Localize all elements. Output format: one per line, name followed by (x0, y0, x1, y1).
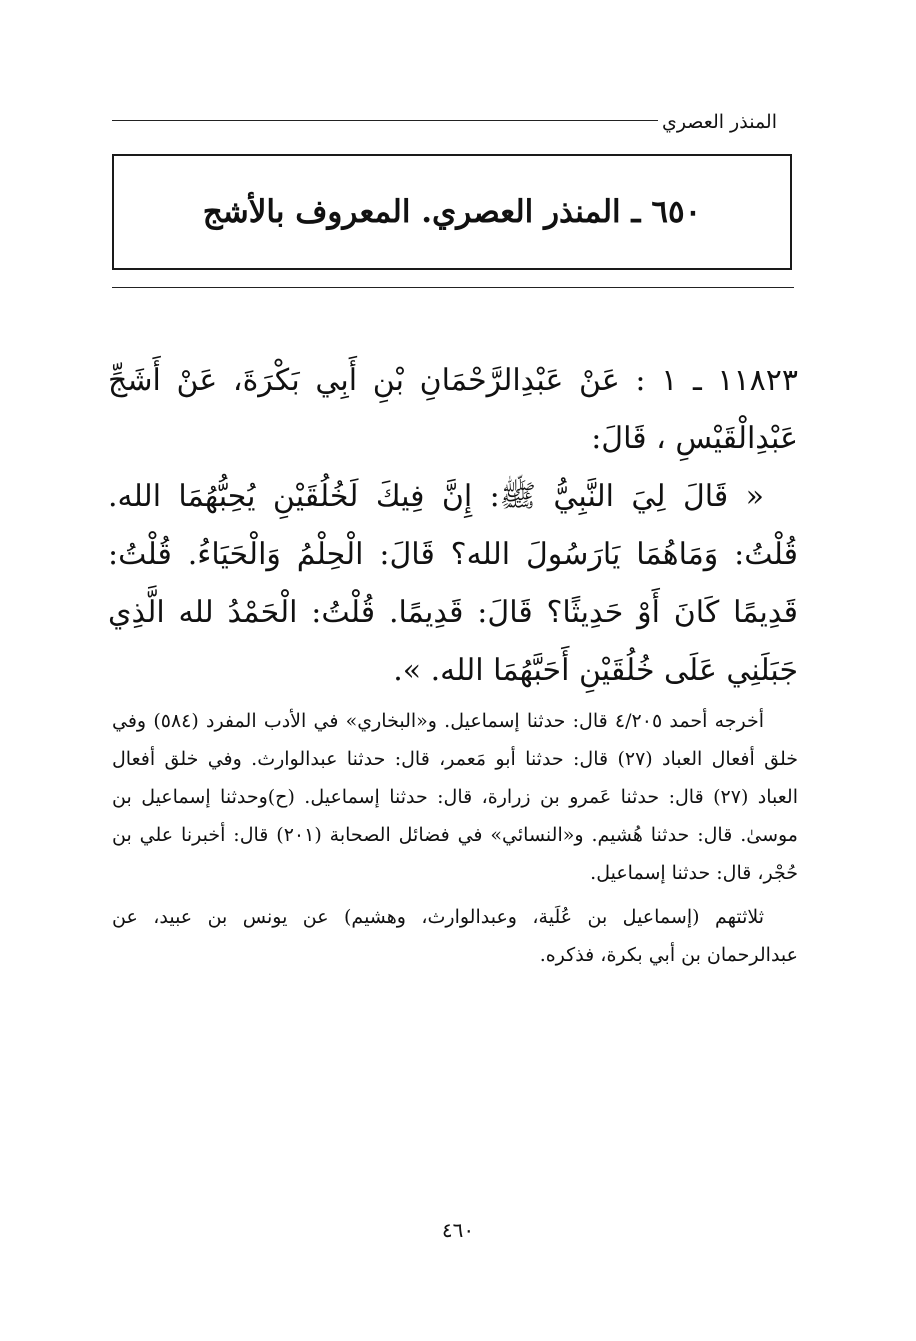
chapter-title-box (112, 154, 792, 270)
takhrij-paragraph: أخرجه أحمد ٤/٢٠٥ قال: حدثنا إسماعيل. و«البخاري» في الأدب المفرد (٥٨٤) وفي خلق أفعال العباد (٢٧) قال: حدثنا أبو مَعمر، قال: حدثنا عبدالوارث. وفي خلق أفعال العباد (٢٧) قال: حدثنا عَمرو بن زرارة، قال: حدثنا إسماعيل. (ح)وحدثنا إسماعيل بن موسىٰ. قال: حدثنا هُشيم. و«النسائي» في فضائل الصحابة (٢٠١) قال: أخبرنا علي بن حُجْر، قال: حدثنا إسماعيل. (112, 710, 799, 884)
running-header-title: المنذر العصري (658, 110, 777, 134)
chapter-title: ٦٥٠ ـ المنذر العصري. المعروف بالأشج (202, 194, 702, 230)
page-number: ٤٦٠ (441, 1218, 475, 1242)
takhrij-paragraph: ثلاثتهم (إسماعيل بن عُلَية، وعبدالوارث، وهشيم) عن يونس بن عبيد، عن عبدالرحمان بن أبي بكرة، فذكره. (112, 906, 798, 966)
running-header (112, 104, 777, 138)
hadith-isnad: ١١٨٢٣ ـ ١ : عَنْ عَبْدِالرَّحْمَانِ بْنِ أَبِي بَكْرَةَ، عَنْ أَشَجِّ عَبْدِالْقَيْسِ ، قَالَ: (108, 363, 798, 456)
takhrij-section (112, 702, 798, 974)
hadith-text (108, 352, 798, 700)
title-rule (112, 287, 794, 288)
hadith-matn: « قَالَ لِيَ النَّبِيُّ ﷺ: إِنَّ فِيكَ لَخُلُقَيْنِ يُحِبُّهُمَا الله. قُلْتُ: وَمَاهُمَا يَارَسُولَ الله؟ قَالَ: الْحِلْمُ وَالْحَيَاءُ. قُلْتُ: قَدِيمًا كَانَ أَوْ حَدِيثًا؟ قَالَ: قَدِيمًا. قُلْتُ: الْحَمْدُ لله الَّذِي جَبَلَنِي عَلَى خُلُقَيْنِ أَحَبَّهُمَا الله. ». (108, 479, 798, 688)
